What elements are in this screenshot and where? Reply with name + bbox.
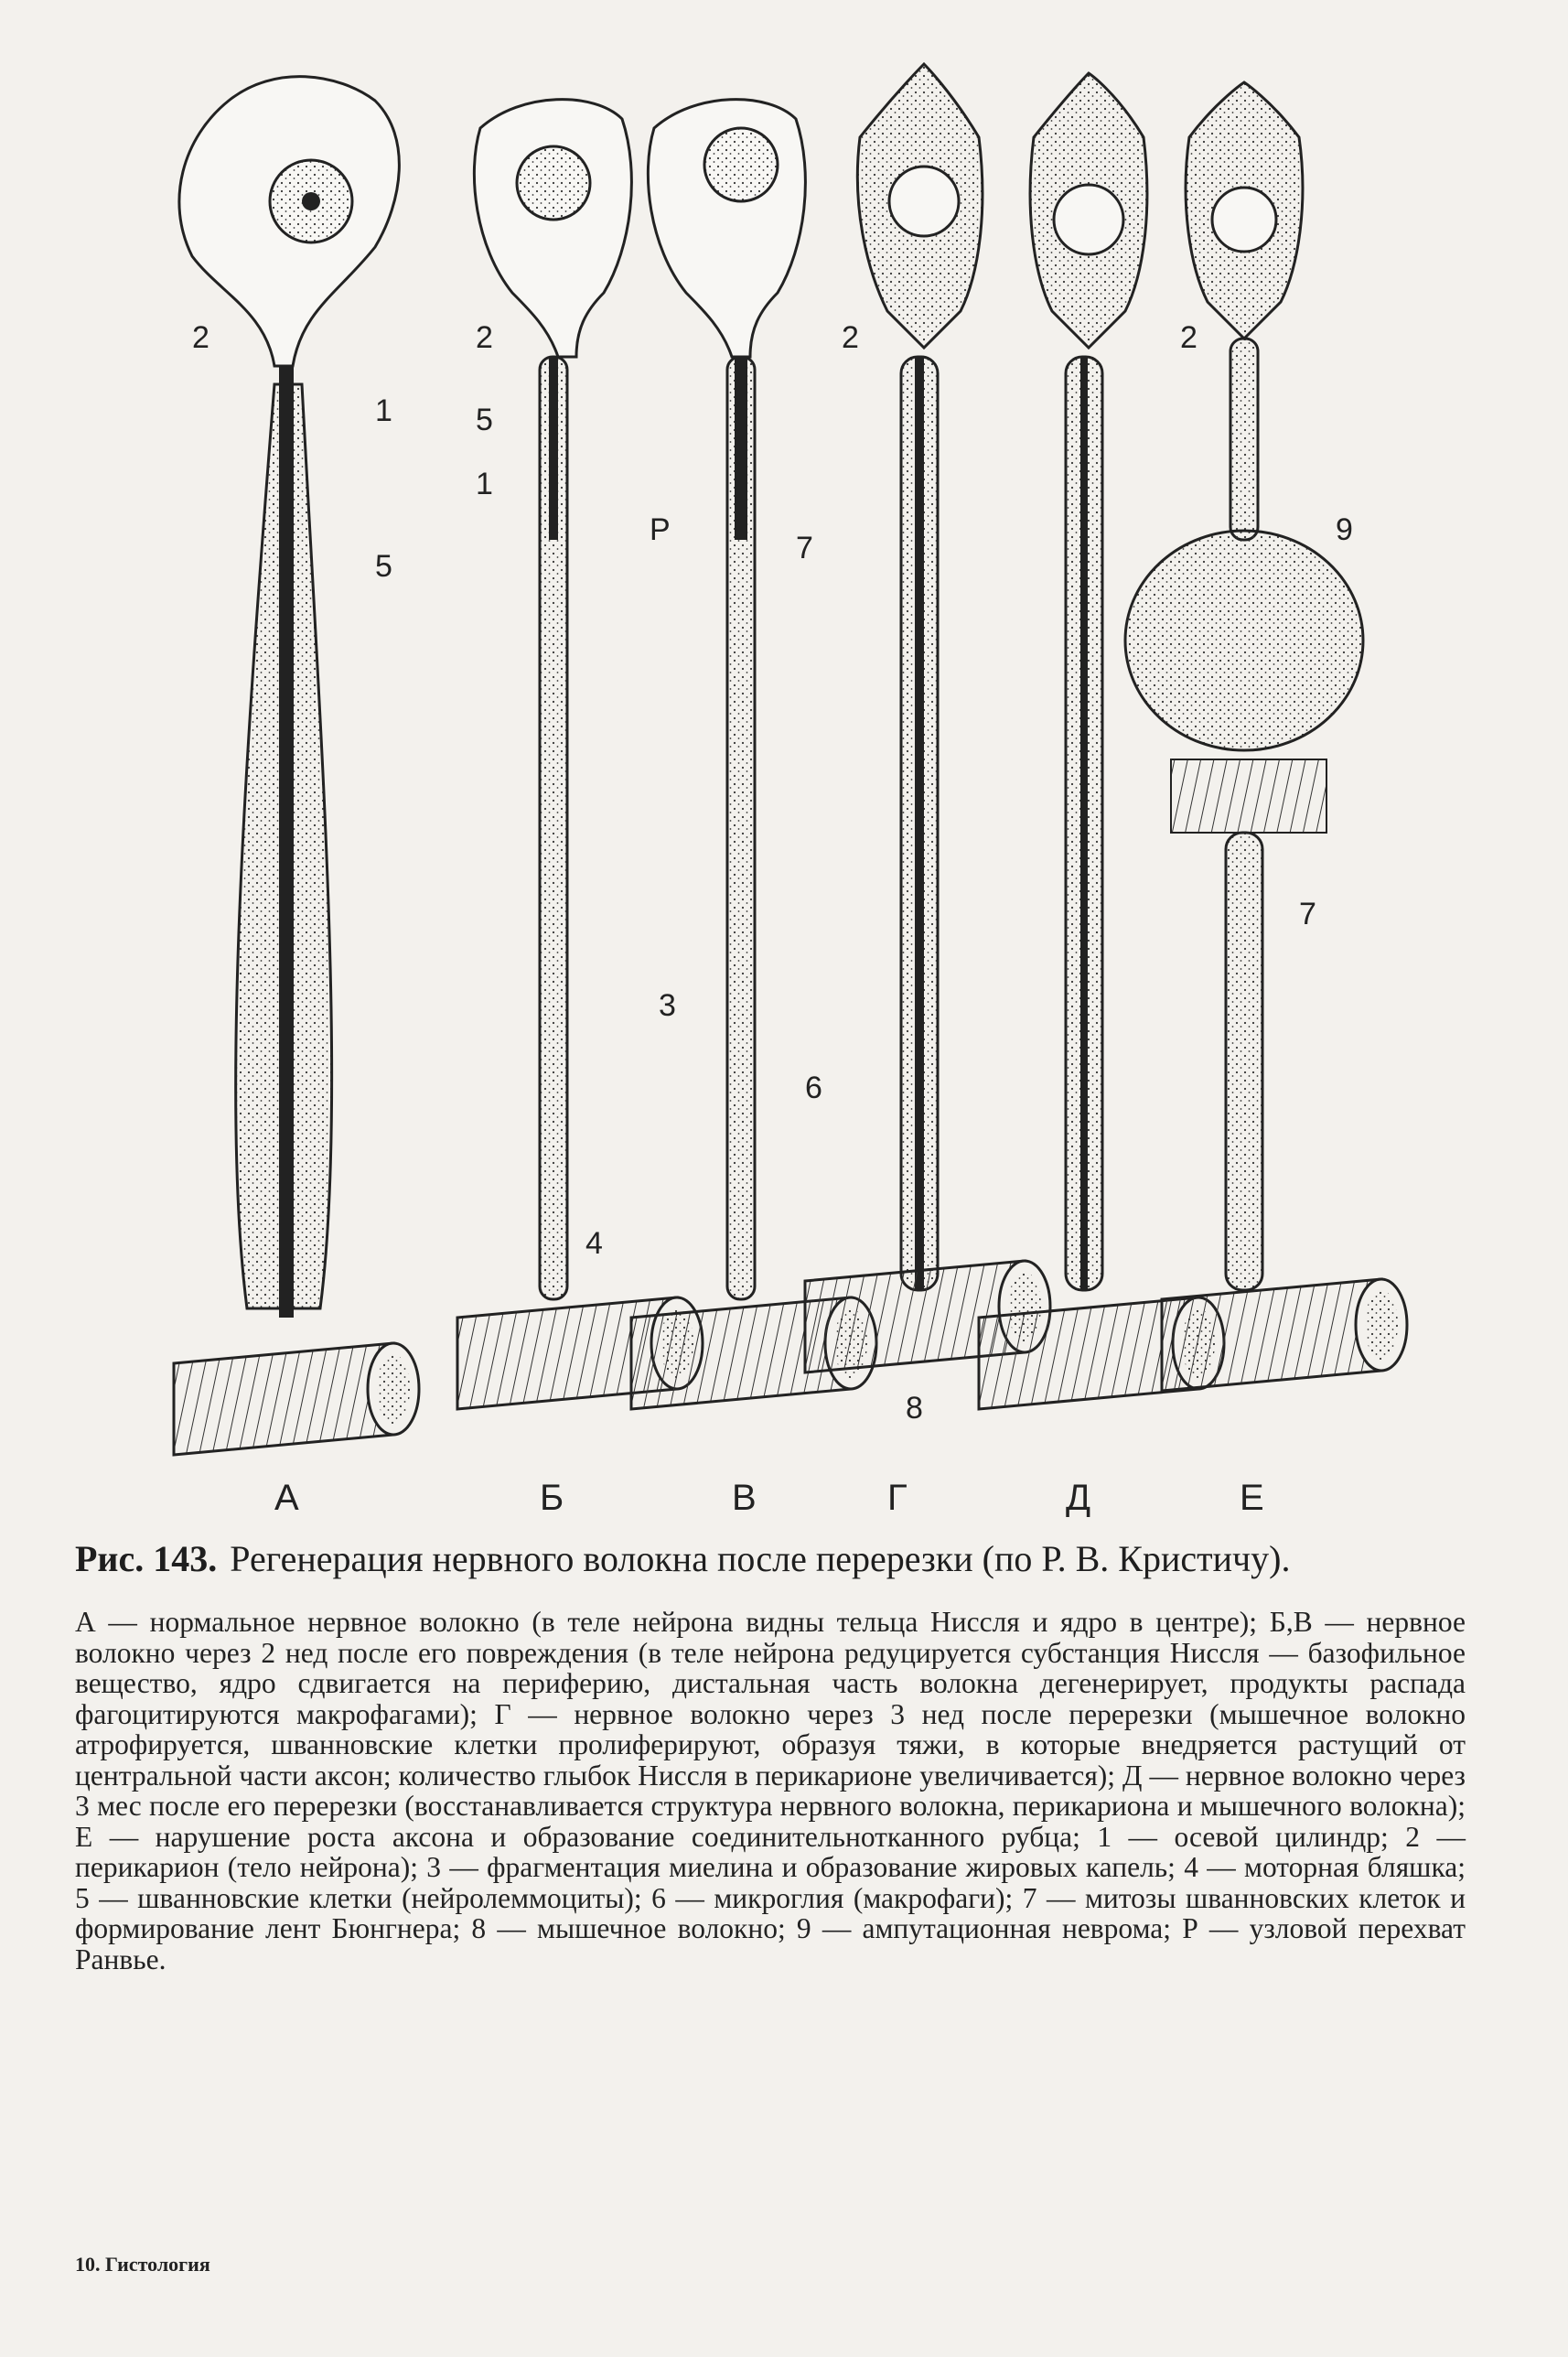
label-7-c: 7 [796,531,813,565]
label-9: 9 [1336,512,1353,547]
label-8: 8 [906,1391,923,1426]
panel-label-e: Е [1240,1478,1264,1518]
panel-label-a: А [274,1478,299,1518]
panel-d-drawing [979,73,1224,1409]
label-2-b: 2 [476,320,493,355]
panel-e-drawing [1125,82,1407,1391]
panel-c-drawing [631,100,876,1409]
figure-caption-body: А — нормальное нервное волокно (в теле нейрона видны тельца Ниссля и ядро в центре); Б,В — нервное волокно через 2 нед после его повреждения (в теле нейрона редуцируется субстанция Ниссля — базофильное вещество, ядро сдвигается на периферию, дистальная часть волокна дегенерирует, продукты распада фагоцитируются макрофагами); Г — нервное волокно через 3 нед после перерезки (мышечное волокно атрофируется, шванновские клетки пролиферируют, образуя тяжи, в которые внедряется растущий от центральной части аксон; количество глыбок Ниссля в перикарионе увеличивается); Д — нервное волокно через 3 мес после его перерезки (восстанавливается структура нервного волокна, перикариона и мышечного волокна); Е — нарушение роста аксона и образование соединительнотканного рубца; 1 — осевой цилиндр; 2 — перикарион (тело нейрона); 3 — фрагментация миелина и образование жировых капель; 4 — моторная бляшка; 5 — шванновские клетки (нейролеммоциты); 6 — микроглия (макрофаги); 7 — митозы шванновских клеток и формирование лент Бюнгнера; 8 — мышечное волокно; 9 — ампутационная неврома; Р — узловой перехват Ранвье. [75,1606,1466,1975]
label-6: 6 [805,1071,822,1105]
label-5-b: 5 [476,403,493,437]
panel-label-b: Б [540,1478,564,1518]
panel-a-drawing [174,77,419,1455]
label-2-e: 2 [1180,320,1197,355]
label-7-e: 7 [1299,897,1316,931]
figure-title: Регенерация нервного волокна после перерезки (по Р. В. Кристичу). [230,1538,1291,1579]
figure-number: Рис. 143. [75,1538,218,1579]
label-2-a: 2 [192,320,209,355]
label-p: Р [650,512,671,547]
panel-g-drawing [805,64,1050,1372]
label-2-g: 2 [842,320,859,355]
label-4: 4 [585,1226,603,1261]
panel-label-g: Г [887,1478,908,1518]
panel-label-d: Д [1066,1478,1091,1518]
label-1-a: 1 [375,393,392,428]
page-footer: 10. Гистология [75,2253,210,2276]
label-1-b: 1 [476,467,493,501]
figure-caption-title [75,1537,1502,1581]
label-5-a: 5 [375,549,392,584]
panel-b-drawing [457,100,703,1409]
panel-label-c: В [732,1478,757,1518]
label-3: 3 [659,988,676,1023]
